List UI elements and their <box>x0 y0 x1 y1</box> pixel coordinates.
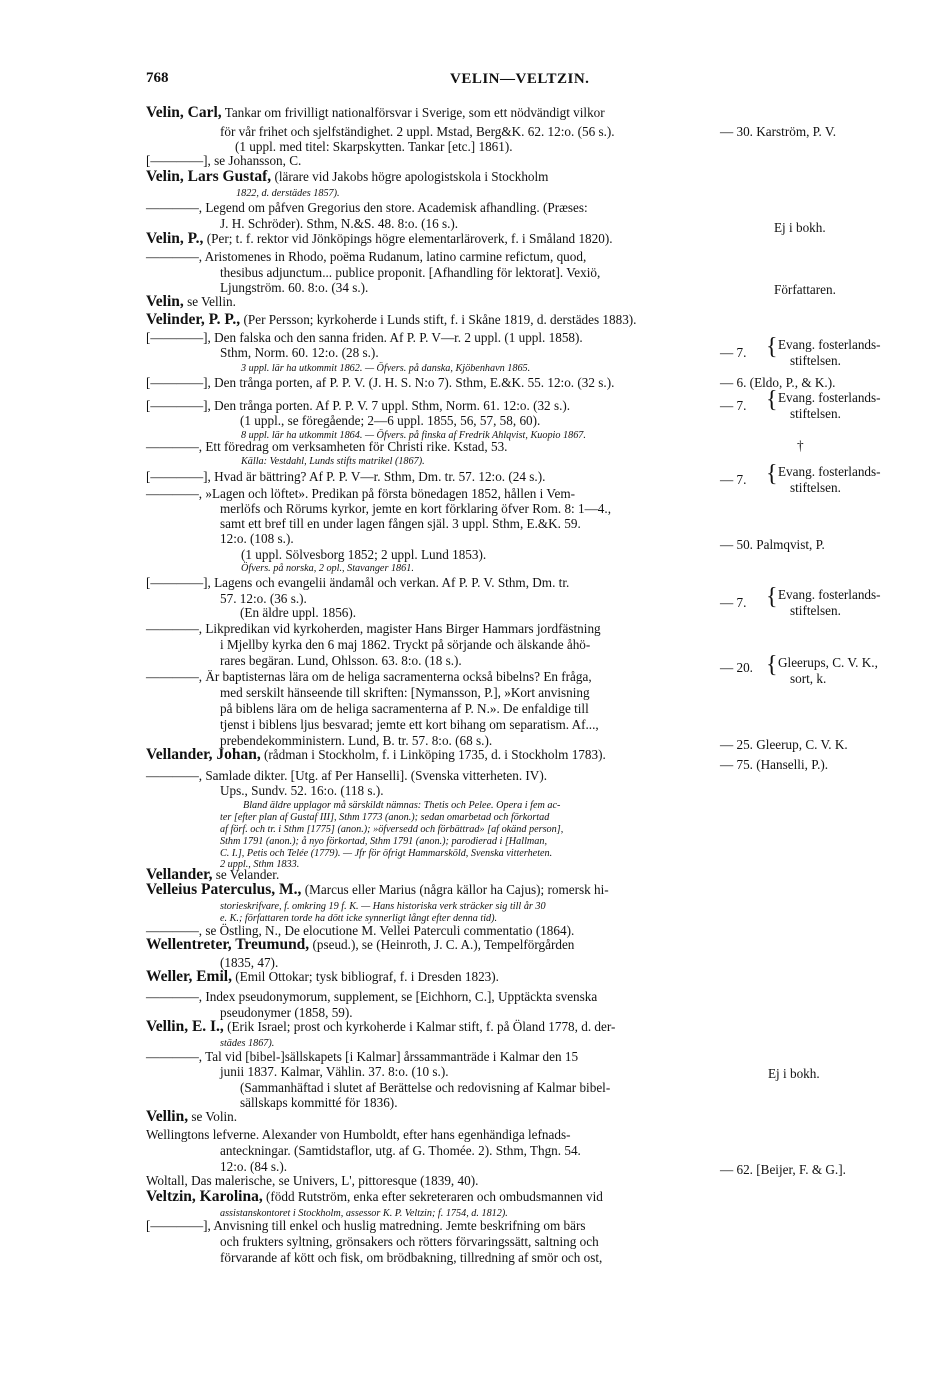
entry-rest: se Vellin. <box>183 294 236 309</box>
entry-heading-line <box>146 231 613 247</box>
entry-text-line: (1 uppl., se föregående; 2—6 uppl. 1855, 56, 57, 58, 60). <box>240 413 541 428</box>
entry-text-line: ————, Samlade dikter. [Utg. af Per Hanselli]. (Svenska vitterheten. IV). <box>146 768 548 783</box>
brace-glyph: { <box>766 652 778 678</box>
entry-text-line: Sthm, Norm. 60. 12:o. (28 s.). <box>220 345 379 360</box>
entry-text-line: [————], Den trånga porten. Af P. P. V. 7 uppl. Sthm, Norm. 61. 12:o. (32 s.). <box>146 398 571 413</box>
entry-text-line: J. H. Schröder). Sthm, N.&S. 48. 8:o. (16 s.). <box>220 216 459 231</box>
entry-text-line: ————, Aristomenes in Rhodo, poëma Rudanum, latino carmine refictum, quod, <box>146 249 587 264</box>
entry-rest: (Erik Israel; prost och kyrkoherde i Kalmar stift, f. på Öland 1778, d. der- <box>223 1019 616 1034</box>
entry-text-line: pseudonymer (1858, 59). <box>220 1005 353 1020</box>
price-publisher: Ej i bokh. <box>768 1066 820 1081</box>
price-publisher: Evang. fosterlands- <box>778 587 881 602</box>
entry-heading-line <box>146 1109 237 1125</box>
entry-head: Weller, Emil, <box>146 968 232 985</box>
entry-note-line: städes 1867). <box>220 1038 275 1049</box>
entry-note-line: af förf. och tr. i Sthm [1775] (anon.); »öfversedd och förbättrad» [af okänd person], <box>220 824 564 835</box>
entry-text-line: ————, »Lagen och löftet». Predikan på första bönedagen 1852, hållen i Vem- <box>146 486 575 501</box>
entry-head: Velin, P., <box>146 230 204 247</box>
entry-rest: se Volin. <box>188 1109 238 1124</box>
entry-head: Velin, Lars Gustaf, <box>146 168 272 185</box>
entry-text-line: ————, Ett föredrag om verksamheten för Christi rike. Kstad, 53. <box>146 439 508 454</box>
entry-note-line: storieskrifvare, f. omkring 19 f. K. — Hans historiska verk sträcker sig till år 30 <box>220 901 546 912</box>
entry-note-line: 1822, d. derstädes 1857). <box>236 188 340 199</box>
entry-heading-line <box>146 969 499 985</box>
entry-head: Velinder, P. P., <box>146 311 241 328</box>
entry-text-line: thesibus adjunctum... publice proponit. [Afhandling för lektorat]. Vexiö, <box>220 265 601 280</box>
entry-note-line: 3 uppl. lär ha utkommit 1862. — Öfvers. på danska, Kjöbenhavn 1865. <box>241 363 531 374</box>
entry-text-line: ————, Är baptisternas lära om de heliga sacramenterna också bibelns? En fråga, <box>146 669 592 684</box>
entry-text-line: [————], Hvad är bättring? Af P. P. V—r. Sthm, Dm. tr. 57. 12:o. (24 s.). <box>146 469 546 484</box>
entry-note-line: e. K.; författaren torde ha dött icke synnerligt långt efter denna tid). <box>220 913 498 924</box>
entry-head: Vellin, E. I., <box>146 1018 224 1035</box>
entry-rest: (Per; t. f. rektor vid Jönköpings högre elementarläroverk, f. i Småland 1820). <box>203 231 613 246</box>
entry-text-line: Ups., Sundv. 52. 16:o. (118 s.). <box>220 783 384 798</box>
entry-heading-line <box>146 294 236 310</box>
entry-note-line: Bland äldre upplagor må särskildt nämnas: Thetis och Pelee. Opera i fem ac- <box>243 800 561 811</box>
entry-text-line: [————], Anvisning till enkel och huslig matredning. Jemte beskrifning om bärs <box>146 1218 586 1233</box>
entry-rest: (Per Persson; kyrkoherde i Lunds stift, f. i Skåne 1819, d. derstädes 1883). <box>240 312 637 327</box>
entry-note-line: C. I.], Petis och Telée (1779). — Jfr för öfrigt Hammarsköld, Svenska vitterheten. <box>220 848 553 859</box>
price-publisher: stiftelsen. <box>790 603 841 618</box>
entry-text-line: Ljungström. 60. 8:o. (34 s.). <box>220 280 369 295</box>
running-title: VELIN—VELTZIN. <box>450 71 590 87</box>
entry-text-line: merlöfs och Rörums kyrkor, jemte en kort förklaring öfver Rom. 8: 1—4., <box>220 501 611 516</box>
entry-text-line: ————, Index pseudonymorum, supplement, se [Eichhorn, C.], Upptäckta svenska <box>146 989 598 1004</box>
entry-text-line: ————, Likpredikan vid kyrkoherden, magister Hans Birger Hammars jordfästning <box>146 621 601 636</box>
price-publisher: — 30. Karström, P. V. <box>720 124 837 139</box>
entry-heading-line <box>146 937 574 953</box>
price-publisher: — 75. (Hanselli, P.). <box>720 757 829 772</box>
entry-note-line: assistanskontoret i Stockholm, assessor K. P. Veltzin; f. 1754, d. 1812). <box>220 1208 508 1219</box>
price-publisher: — 6. (Eldo, P., & K.). <box>720 375 836 390</box>
brace-glyph: { <box>766 584 778 610</box>
entry-head: Velin, Carl, <box>146 104 222 121</box>
price-publisher: Gleerups, C. V. K., <box>778 655 878 670</box>
entry-head: Vellin, <box>146 1108 189 1125</box>
price-publisher: — 7. <box>720 398 747 413</box>
entry-head: Velleius Paterculus, M., <box>146 881 302 898</box>
price-publisher: Författaren. <box>774 282 836 297</box>
entry-rest: (lärare vid Jakobs högre apologistskola i Stockholm <box>271 169 549 184</box>
entry-text-line: anteckningar. (Samtidstaflor, utg. af G. Thomée. 2). Sthm, Thgn. 54. <box>220 1143 581 1158</box>
price-publisher: † <box>797 438 804 453</box>
entry-rest: (rådman i Stockholm, f. i Linköping 1735, d. i Stockholm 1783). <box>260 747 606 762</box>
entry-head: Vellander, <box>146 866 213 883</box>
entry-rest: (Emil Ottokar; tysk bibliograf, f. i Dresden 1823). <box>231 969 499 984</box>
entry-text-line: ————, Legend om påfven Gregorius den store. Academisk afhandling. (Præses: <box>146 200 588 215</box>
entry-rest: (född Rutström, enka efter sekreteraren och ombudsmannen vid <box>262 1189 603 1204</box>
entry-text-line: 12:o. (84 s.). <box>220 1159 288 1174</box>
price-publisher: — 7. <box>720 595 747 610</box>
price-publisher: — 7. <box>720 472 747 487</box>
page-number: 768 <box>146 70 169 86</box>
entry-text-line: (1835, 47). <box>220 955 279 970</box>
entry-rest: (pseud.), se (Heinroth, J. C. A.), Tempelförgården <box>309 937 575 952</box>
price-publisher: Evang. fosterlands- <box>778 337 881 352</box>
price-publisher: — 20. <box>720 660 753 675</box>
price-publisher: sort, k. <box>790 671 827 686</box>
entry-head: Wellentreter, Treumund, <box>146 936 310 953</box>
entry-note-line: ter [efter plan af Gustaf III], Sthm 1773 (anon.); sedan omarbetad och förkortad <box>220 812 550 823</box>
entry-note-line: Öfvers. på norska, 2 opl., Stavanger 1861. <box>241 563 414 574</box>
entry-heading-line <box>146 105 605 121</box>
price-publisher: stiftelsen. <box>790 480 841 495</box>
price-publisher: stiftelsen. <box>790 406 841 421</box>
entry-text-line: förvarande af kött och fisk, om brödbakning, tillredning af smör och ost, <box>220 1250 603 1265</box>
entry-note-line: 2 uppl., Sthm 1833. <box>220 859 300 870</box>
entry-text-line: ————, se Östling, N., De elocutione M. Vellei Paterculi commentatio (1864). <box>146 923 575 938</box>
price-publisher: — 25. Gleerup, C. V. K. <box>720 737 848 752</box>
entry-text-line: i Mjellby kyrka den 6 maj 1862. Tryckt på sörjande och älskande åhö- <box>220 637 591 652</box>
price-publisher: — 7. <box>720 345 747 360</box>
entry-text-line: (1 uppl. med titel: Skarpskytten. Tankar [etc.] 1861). <box>235 139 513 154</box>
price-publisher: Evang. fosterlands- <box>778 464 881 479</box>
entry-text-line: för vår frihet och sjelfständighet. 2 uppl. Mstad, Berg&K. 62. 12:o. (56 s.). <box>220 124 615 139</box>
price-publisher: Evang. fosterlands- <box>778 390 881 405</box>
entry-text-line: [————], Den trånga porten, af P. P. V. (J. H. S. N:o 7). Sthm, E.&K. 55. 12:o. (32 s.). <box>146 375 615 390</box>
entry-heading-line <box>146 169 548 185</box>
entry-heading-line <box>146 882 609 898</box>
entry-text-line: (En äldre uppl. 1856). <box>240 605 357 620</box>
entry-text-line: (Sammanhäftad i slutet af Berättelse och redovisning af Kalmar bibel- <box>240 1080 611 1095</box>
entry-rest: (Marcus eller Marius (några källor ha Cajus); romersk hi- <box>301 882 609 897</box>
entry-head: Vellander, Johan, <box>146 746 261 763</box>
entry-text-line: med serskilt hänseende till skriften: [Nymansson, P.], »Kort anvisning <box>220 685 590 700</box>
entry-text-line: rares begäran. Lund, Ohlsson. 63. 8:o. (18 s.). <box>220 653 462 668</box>
entry-note-line: Källa: Vestdahl, Lunds stifts matrikel (1867). <box>241 456 425 467</box>
entry-text-line: Wellingtons lefverne. Alexander von Humboldt, efter hans egenhändiga lefnads- <box>146 1127 571 1142</box>
price-publisher: stiftelsen. <box>790 353 841 368</box>
entry-text-line: prebendekomministern. Lund, B. tr. 57. 8:o. (68 s.). <box>220 733 493 748</box>
entry-heading-line <box>146 747 606 763</box>
entry-text-line: på biblens lära om de heliga sacramenterna af P. N.». De enfaldige till <box>220 701 589 716</box>
entry-note-line: Sthm 1791 (anon.); å nyo förkortad, Sthm 1791 (anon.); parodierad i [Hallman, <box>220 836 548 847</box>
entry-text-line: [————], Den falska och den sanna friden. Af P. P. V—r. 2 uppl. (1 uppl. 1858). <box>146 330 583 345</box>
entry-text-line: ————, Tal vid [bibel-]sällskapets [i Kalmar] årssammanträde i Kalmar den 15 <box>146 1049 579 1064</box>
entry-text-line: [————], Lagens och evangelii ändamål och verkan. Af P. P. V. Sthm, Dm. tr. <box>146 575 570 590</box>
entry-heading-line <box>146 1189 603 1205</box>
entry-text-line: 12:o. (108 s.). <box>220 531 294 546</box>
entry-text-line: [————], se Johansson, C. <box>146 153 302 168</box>
brace-glyph: { <box>766 387 778 413</box>
entry-note-line: 8 uppl. lär ha utkommit 1864. — Öfvers. på finska af Fredrik Ahlqvist, Kuopio 1867. <box>241 430 586 441</box>
entry-heading-line <box>146 1019 615 1035</box>
entry-heading-line <box>146 312 636 328</box>
entry-head: Velin, <box>146 293 184 310</box>
brace-glyph: { <box>766 461 778 487</box>
brace-glyph: { <box>766 334 778 360</box>
entry-text-line: tjenst i biblens ljus besvarad; jemte ett kort bihang om separatism. Af..., <box>220 717 599 732</box>
entry-text-line: (1 uppl. Sölvesborg 1852; 2 uppl. Lund 1853). <box>241 547 487 562</box>
entry-text-line: Woltall, Das malerische, se Univers, L', pittoresque (1839, 40). <box>146 1173 479 1188</box>
entry-text-line: junii 1837. Kalmar, Vählin. 37. 8:o. (10 s.). <box>220 1064 449 1079</box>
price-publisher: — 50. Palmqvist, P. <box>720 537 825 552</box>
entry-text-line: samt ett bref till en under lagen fången själ. 3 uppl. Sthm, E.&K. 59. <box>220 516 581 531</box>
price-publisher: — 62. [Beijer, F. & G.]. <box>720 1162 846 1177</box>
entry-rest: se Velander. <box>212 867 280 882</box>
entry-rest: Tankar om frivilligt nationalförsvar i Sverige, som ett nödvändigt vilkor <box>221 105 605 120</box>
entry-text-line: och frukters syltning, grönsakers och rötters förvaringssätt, saltning och <box>220 1234 599 1249</box>
entry-text-line: sällskaps kommitté för 1836). <box>240 1095 398 1110</box>
entry-head: Veltzin, Karolina, <box>146 1188 263 1205</box>
entry-text-line: 57. 12:o. (36 s.). <box>220 591 307 606</box>
price-publisher: Ej i bokh. <box>774 220 826 235</box>
